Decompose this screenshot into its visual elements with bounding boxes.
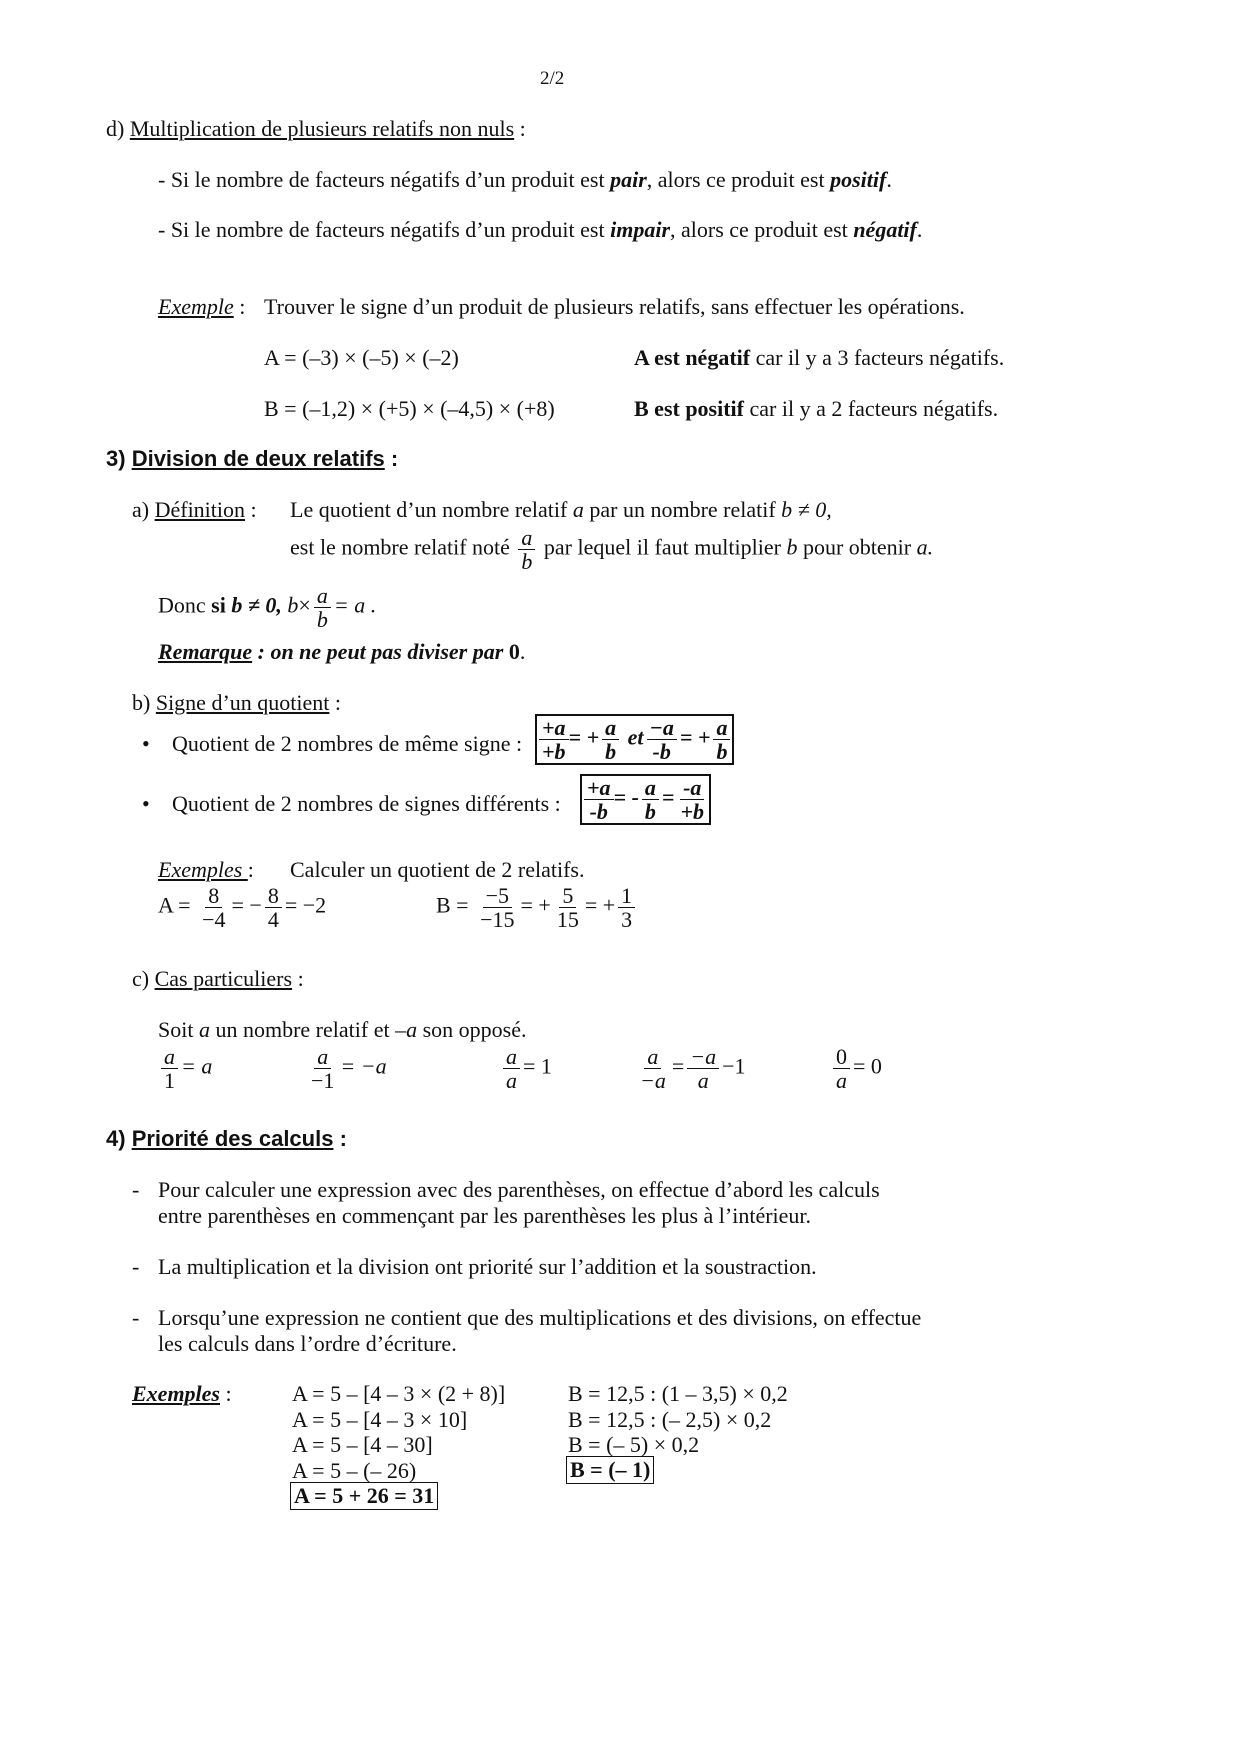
cas-intro	[158, 1017, 526, 1043]
example-d-B-rest: car il y a 2 facteurs négatifs.	[744, 396, 999, 421]
same-f3d: -b	[652, 739, 671, 765]
definition-label: a)	[132, 497, 150, 522]
cas-formula-2	[305, 1045, 387, 1092]
bullet-diff: •	[142, 791, 150, 816]
cas-neg-a: –a	[395, 1017, 418, 1042]
rule-odd-text3: .	[916, 217, 923, 242]
si-text: si	[211, 592, 232, 618]
rule-even-text1: - Si le nombre de facteurs négatifs d’un produit est	[158, 167, 611, 192]
diff-frac1	[584, 776, 614, 823]
example-quotient-B	[436, 884, 638, 931]
examples-quotient-label	[158, 857, 254, 883]
b-ne-0: b ≠ 0,	[231, 592, 282, 618]
definition-line1	[290, 497, 832, 523]
exA-f1n: 8	[205, 884, 222, 908]
example-quotient-A	[158, 884, 326, 931]
example-B-step-3: B = (– 5) × 0,2	[568, 1432, 700, 1457]
cas-f2d: −1	[311, 1068, 335, 1094]
sign-heading	[132, 690, 341, 716]
sign-label: b)	[132, 690, 151, 715]
rule-even-text2: , alors ce produit est	[646, 167, 831, 192]
rule-even	[158, 167, 892, 193]
same-frac2	[602, 716, 619, 763]
definition-colon: :	[245, 497, 257, 522]
definition-donc	[158, 584, 376, 631]
cas-a: a	[198, 1017, 210, 1042]
prio-rule-2: La multiplication et la division ont priorité sur l’addition et la soustraction.	[158, 1254, 817, 1279]
cas-intro1: Soit	[158, 1017, 199, 1042]
cas-f1	[161, 1045, 178, 1092]
def-var-a2: a.	[916, 534, 934, 560]
diff-f1d: -b	[589, 799, 608, 825]
remarque-zero: 0	[508, 639, 520, 664]
examples-prio-label-text: Exemples	[132, 1381, 220, 1406]
fraction-a-over-b-2	[314, 584, 331, 631]
definition-heading	[132, 497, 257, 523]
frac-den: b	[521, 549, 533, 575]
prio-dash-2: -	[132, 1254, 140, 1279]
remarque	[158, 639, 525, 665]
exB-f2d: 15	[556, 907, 579, 933]
same-f1d: +b	[542, 739, 566, 765]
cas-f1n: a	[161, 1045, 178, 1069]
cas-f4d: −a	[640, 1068, 666, 1094]
exB-f3n: 1	[618, 884, 635, 908]
same-f3n: −a	[647, 716, 677, 740]
prio-rule-3b: les calculs dans l’ordre d’écriture.	[158, 1331, 457, 1356]
cas-formula-1	[158, 1045, 212, 1092]
def-var-b: b	[786, 534, 798, 560]
donc-b: b	[287, 592, 299, 618]
cas-f4n: a	[644, 1045, 661, 1069]
cas-f5n: 0	[833, 1045, 850, 1069]
example-A-step-3: A = 5 – [4 – 30]	[292, 1432, 433, 1457]
example-A-step-1: A = 5 – [4 – 3 × (2 + 8)]	[292, 1381, 506, 1406]
exA-frac2	[265, 884, 282, 931]
exB-eq1: = +	[520, 892, 551, 918]
diff-f1n: +a	[584, 776, 614, 800]
same-frac4	[713, 716, 730, 763]
diff-f3n: -a	[680, 776, 704, 800]
cas-f5	[833, 1045, 850, 1092]
exB-eq2: = +	[584, 892, 616, 918]
cas-colon: :	[292, 966, 304, 991]
examples-quotient-label-text: Exemples	[158, 857, 248, 882]
sign-colon: :	[329, 690, 341, 715]
example-d-label-text: Exemple	[158, 294, 234, 319]
prio-dash-3: -	[132, 1305, 140, 1330]
diff-frac3	[677, 776, 707, 823]
exA-f1d: −4	[202, 907, 226, 933]
remarque-dot: .	[519, 639, 526, 664]
section-d-colon: :	[514, 116, 526, 141]
remarque-text: : on ne peut pas diviser par	[252, 639, 509, 664]
eq-a: = a .	[333, 592, 377, 618]
remarque-label: Remarque	[158, 639, 253, 664]
same-eq2: = +	[679, 724, 711, 750]
cas-f3	[503, 1045, 520, 1092]
example-B-result: B = (– 1)	[566, 1456, 654, 1484]
example-B-step-2: B = 12,5 : (– 2,5) × 0,2	[568, 1407, 772, 1432]
prio-rule-1a: Pour calculer une expression avec des parenthèses, on effectue d’abord les calculs	[158, 1177, 880, 1202]
def-b-ne-0: b ≠ 0,	[781, 497, 832, 522]
cas-f4r: −1	[722, 1053, 746, 1079]
fraction-a-over-b	[518, 526, 535, 573]
example-d-B: B = (–1,2) × (+5) × (–4,5) × (+8)	[264, 396, 555, 421]
section-3-heading	[106, 446, 398, 472]
frac2-den: b	[316, 607, 328, 633]
diff-eq1: = -	[613, 784, 639, 810]
same-frac3	[647, 716, 677, 763]
example-d-A: A = (–3) × (–5) × (–2)	[264, 345, 459, 370]
section-4-heading	[106, 1126, 347, 1152]
cas-label: c)	[132, 966, 150, 991]
def-var-a: a	[572, 497, 584, 522]
cas-title: Cas particuliers	[154, 966, 293, 991]
rule-odd-em1: impair	[610, 217, 671, 242]
exB-pre: B =	[436, 892, 469, 918]
example-d-A-bold: A est négatif	[634, 345, 751, 370]
page-number: 2/2	[540, 68, 565, 89]
rule-even-em2: positif	[830, 167, 887, 192]
examples-prio-colon: :	[220, 1381, 232, 1406]
cas-f2r: = −a	[340, 1053, 387, 1079]
examples-prio-label	[132, 1381, 232, 1407]
diff-eq2: =	[661, 784, 675, 810]
cas-f5r: = 0	[853, 1053, 882, 1079]
diff-f2n: a	[642, 776, 659, 800]
example-d-B-bold: B est positif	[634, 396, 744, 421]
section-3-colon: :	[384, 446, 399, 471]
diff-f3d: +b	[680, 799, 705, 825]
exA-pre: A =	[158, 892, 191, 918]
exB-f2n: 5	[559, 884, 576, 908]
prio-rule-3a: Lorsqu’une expression ne contient que des multiplications et des divisions, on effectue	[158, 1305, 922, 1330]
cas-intro3: son opposé.	[417, 1017, 527, 1042]
cas-formula-3	[500, 1045, 552, 1092]
exB-f3d: 3	[621, 907, 633, 933]
cas-heading	[132, 966, 304, 992]
rule-odd-text2: , alors ce produit est	[670, 217, 854, 242]
rule-even-em1: pair	[610, 167, 647, 192]
cas-f4n2: −a	[687, 1045, 719, 1069]
example-A-step-4: A = 5 – (– 26)	[292, 1458, 417, 1483]
examples-quotient-colon: :	[247, 857, 254, 882]
rule-odd-em2: négatif	[853, 217, 917, 242]
cas-formula-5	[830, 1045, 882, 1092]
exA-f2d: 4	[267, 907, 279, 933]
frac2-num: a	[316, 583, 328, 608]
example-d-A-result	[634, 345, 1004, 371]
cas-f2	[308, 1045, 337, 1092]
prio-rule-1b: entre parenthèses en commençant par les parenthèses les plus à l’intérieur.	[158, 1203, 812, 1228]
section-d-heading	[106, 116, 526, 142]
cas-f4d2: a	[697, 1068, 709, 1094]
exA-frac1	[199, 884, 228, 931]
examples-quotient-text: Calculer un quotient de 2 relatifs.	[290, 857, 585, 882]
cas-f4b	[687, 1045, 719, 1092]
example-d-label	[158, 294, 245, 320]
exA-eq1: = −	[231, 892, 262, 918]
example-A-result: A = 5 + 26 = 31	[290, 1482, 438, 1510]
exB-f1d: −15	[480, 907, 515, 933]
same-eq1: = +	[568, 724, 600, 750]
section-d-label: d)	[106, 116, 125, 141]
section-3-num: 3)	[106, 446, 126, 471]
section-4-title: Priorité des calculs	[131, 1126, 334, 1151]
def-line2-text1: est le nombre relatif noté	[290, 534, 516, 560]
cas-formula-4	[634, 1045, 746, 1092]
same-f1n: +a	[539, 716, 569, 740]
def-line1-text1: Le quotient d’un nombre relatif	[290, 497, 573, 522]
exA-f2n: 8	[265, 884, 282, 908]
cas-f4m: =	[671, 1053, 685, 1079]
section-4-num: 4)	[106, 1126, 126, 1151]
sign-title: Signe d’un quotient	[155, 690, 330, 715]
example-d-A-rest: car il y a 3 facteurs négatifs.	[750, 345, 1005, 370]
def-line1-text2: par un nombre relatif	[583, 497, 782, 522]
sign-same-formula	[535, 714, 734, 765]
def-line2-text2: par lequel il faut multiplier	[538, 534, 787, 560]
same-f4n: a	[713, 716, 730, 740]
same-f2d: b	[605, 739, 617, 765]
same-et: et	[627, 724, 644, 750]
definition-line2	[290, 526, 933, 573]
cas-f5d: a	[836, 1068, 847, 1094]
same-f2n: a	[602, 716, 619, 740]
diff-frac2	[642, 776, 659, 823]
definition-title: Définition	[154, 497, 246, 522]
exB-frac1	[477, 884, 517, 931]
cas-f3r: = 1	[523, 1053, 552, 1079]
exB-f1n: −5	[483, 884, 512, 908]
cas-f1r: = a	[181, 1053, 213, 1079]
example-B-step-1: B = 12,5 : (1 – 3,5) × 0,2	[568, 1381, 788, 1406]
cas-f2n: a	[314, 1045, 331, 1069]
def-line2-text3: pour obtenir	[797, 534, 917, 560]
example-d-colon: :	[233, 294, 246, 319]
section-4-colon: :	[333, 1126, 347, 1151]
sign-diff-formula	[580, 774, 711, 825]
sign-diff-text: Quotient de 2 nombres de signes différents :	[172, 791, 561, 816]
same-f4d: b	[716, 739, 728, 765]
exA-eq2: = −2	[284, 892, 327, 918]
bullet-same: •	[142, 731, 150, 756]
sign-same-text: Quotient de 2 nombres de même signe :	[172, 731, 523, 756]
cas-intro2: un nombre relatif et	[209, 1017, 396, 1042]
times-sign: ×	[298, 592, 311, 618]
donc-text: Donc	[158, 592, 212, 618]
exB-frac3	[618, 884, 635, 931]
example-d-text: Trouver le signe d’un produit de plusieurs relatifs, sans effectuer les opérations.	[264, 294, 965, 319]
cas-f3d: a	[506, 1068, 517, 1094]
cas-f1d: 1	[164, 1068, 175, 1094]
rule-odd-text1: - Si le nombre de facteurs négatifs d’un produit est	[158, 217, 611, 242]
cas-f4a	[637, 1045, 669, 1092]
rule-even-text3: .	[886, 167, 892, 192]
section-d-title: Multiplication de plusieurs relatifs non nuls	[129, 116, 515, 141]
same-frac1	[539, 716, 569, 763]
example-A-step-2: A = 5 – [4 – 3 × 10]	[292, 1407, 468, 1432]
diff-f2d: b	[644, 799, 656, 825]
exB-frac2	[554, 884, 582, 931]
section-3-title: Division de deux relatifs	[131, 446, 385, 471]
prio-dash-1: -	[132, 1177, 140, 1202]
cas-f3n: a	[503, 1045, 520, 1069]
rule-odd	[158, 217, 922, 243]
frac-num: a	[521, 525, 533, 550]
example-d-B-result	[634, 396, 998, 422]
